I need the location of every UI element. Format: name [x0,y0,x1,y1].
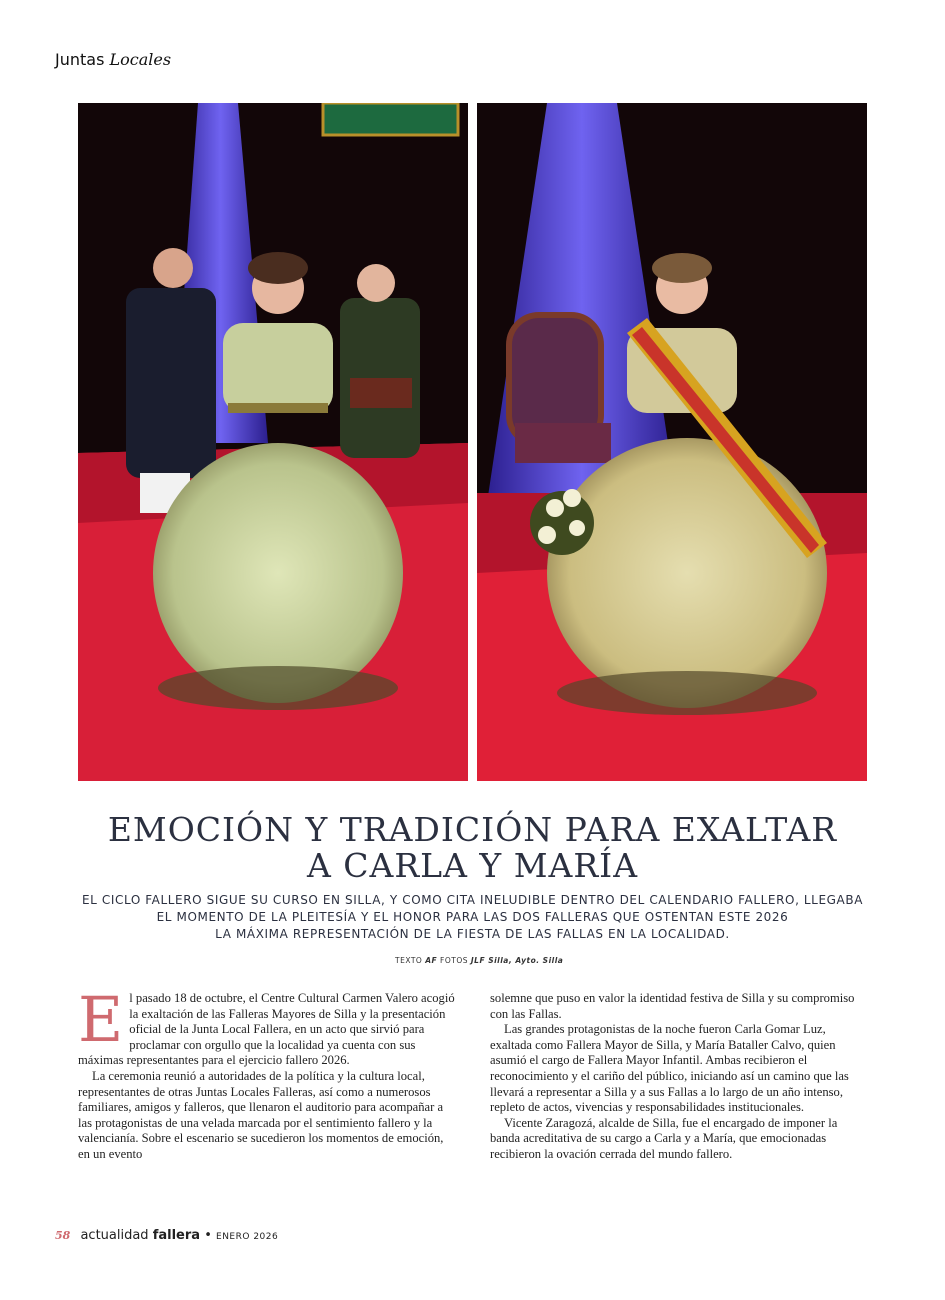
drop-cap: E [78,983,124,1056]
credits [395,956,563,965]
credits-fotos-value: JLF Silla, Ayto. Silla [470,956,564,965]
page-footer [55,1228,278,1243]
credits-texto-label: TEXTO [395,956,423,965]
body-paragraph-4: Las grandes protagonistas de la noche fueron Carla Gomar Luz, exaltada como Fallera Mayor de Silla, y María Bataller Calvo, quien asumió el cargo de Fallera Mayor Infantil. Ambas recibieron el reconocimiento y el cariño del público, iniciando así un camino que las llevará a representar a Silla y a sus Fallas a lo largo de un año intenso, repleto de actos, vivencias y responsabilidades institucionales. [490,1022,849,1115]
credits-fotos-label: FOTOS [440,956,468,965]
deck [70,892,875,943]
issue-date: ENERO 2026 [216,1232,279,1242]
footer-separator: • [204,1228,212,1243]
deck-line-3: LA MÁXIMA REPRESENTACIÓN DE LA FIESTA DE LAS FALLAS EN LA LOCALIDAD. [215,927,730,941]
body-paragraph-2: La ceremonia reunió a autoridades de la política y la cultura local, representantes de otras Juntas Locales Falleras, así como a numerosos familiares, amigos y falleros, que llenaron el auditorio para acompañar a las protagonistas de una velada marcada por el sentimiento fallero y la valencianía. Sobre el escenario se sucedieron los momentos de emoción, en un evento [78,1068,444,1161]
body-paragraph-1-text: l pasado 18 de octubre, el Centre Cultural Carmen Valero acogió la exaltación de las Falleras Mayores de Silla y la presentación oficial de la Junta Local Fallera, en un acto que sirvió para proclamar con orgullo que la localidad ya cuenta con sus máximas representantes para el ejercicio fallero 2026. [78,991,455,1068]
fallera-mayor-photo [78,103,468,781]
body-column-right [490,991,870,1163]
body-paragraph-1 [78,983,458,1069]
magazine-name-bold: fallera [152,1228,201,1243]
credits-texto-value: AF [425,956,438,965]
section-tag-part1: Juntas [55,50,105,69]
body-column-left [78,983,458,1163]
body-paragraph-5: Vicente Zaragozá, alcalde de Silla, fue el encargado de imponer la banda acreditativa de su cargo a Carla y a María, que emocionadas recibieron la ovación cerrada del mundo fallero. [490,1115,838,1161]
body-paragraph-3: solemne que puso en valor la identidad festiva de Silla y su compromiso con las Fallas. [490,991,855,1021]
headline [60,812,885,884]
headline-line-1: EMOCIÓN Y TRADICIÓN PARA EXALTAR [107,810,838,849]
section-tag-part2: Locales [109,50,172,69]
deck-line-2: EL MOMENTO DE LA PLEITESÍA Y EL HONOR PARA LAS DOS FALLERAS QUE OSTENTAN ESTE 2026 [156,910,789,924]
magazine-name-regular: actualidad [80,1228,149,1243]
page-number: 58 [55,1229,71,1242]
section-tag [55,50,171,69]
deck-line-1: EL CICLO FALLERO SIGUE SU CURSO EN SILLA, Y COMO CITA INELUDIBLE DENTRO DEL CALENDARIO FALLERO, LLEGABA [81,893,863,907]
fallera-mayor-infantil-photo [477,103,867,781]
headline-line-2: A CARLA Y MARÍA [306,846,639,885]
